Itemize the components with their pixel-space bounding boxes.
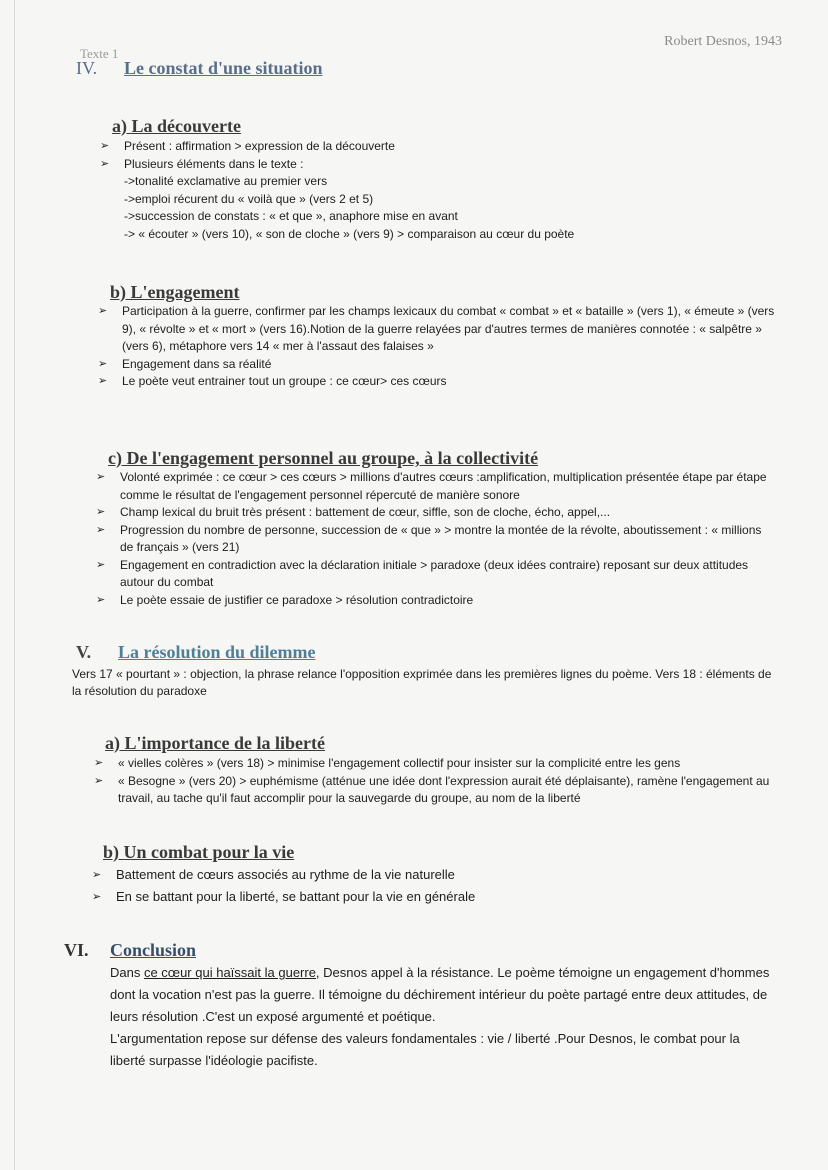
section-title: La résolution du dilemme (118, 642, 316, 662)
section-number: IV. (76, 58, 98, 78)
arrow-bullet-icon: ➢ (94, 757, 104, 769)
subsection-v-a-heading (105, 733, 325, 754)
section-iv-heading (76, 58, 323, 79)
list-item: ➢ Battement de cœurs associés au rythme de la vie naturelle (92, 864, 782, 886)
subsection-title: a) La découverte (112, 116, 241, 136)
arrow-bullet-icon: ➢ (98, 375, 108, 387)
section-v-heading (76, 642, 316, 663)
sub-line: -> « écouter » (vers 10), « son de cloche » (vers 9) > comparaison au cœur du poète (124, 226, 575, 241)
list-item: ➢ Le poète essaie de justifier ce paradoxe > résolution contradictoire (96, 592, 776, 610)
subsection-iv-a-content (100, 138, 780, 243)
arrow-bullet-icon: ➢ (100, 140, 110, 152)
arrow-bullet-icon: ➢ (98, 305, 108, 317)
subsection-title: b) Un combat pour la vie (103, 842, 295, 862)
list-item: ➢ En se battant pour la liberté, se battant pour la vie en générale (92, 886, 782, 908)
arrow-bullet-icon: ➢ (96, 506, 106, 518)
subsection-iv-a-heading (112, 116, 241, 137)
subsection-iv-c-content (96, 469, 776, 609)
arrow-bullet-icon: ➢ (92, 869, 102, 881)
arrow-bullet-icon: ➢ (92, 891, 102, 903)
list-item: ➢ Champ lexical du bruit très présent : battement de cœur, siffle, son de cloche, écho, appel,... (96, 504, 776, 522)
list-item: ➢ Présent : affirmation > expression de la découverte (100, 138, 780, 156)
list-item: ➢ « vielles colères » (vers 18) > minimise l'engagement collectif pour insister sur la complicité entre les gens (94, 755, 784, 773)
list-item: ➢ Participation à la guerre, confirmer par les champs lexicaux du combat « combat » et « bataille » (vers 1), « émeute » (vers 9), « révolte » et « mort » (vers 16).Notion de la guerre relayées par d'autres termes de manières connotée : « salpêtre » (vers 6), métaphore vers 14 « mer à l'assaut des falaises » (98, 304, 775, 353)
list-item: ➢ Progression du nombre de personne, succession de « que » > montre la montée de la révolte, aboutissement : « millions de français » (vers 21) (96, 522, 762, 554)
arrow-bullet-icon: ➢ (96, 471, 106, 483)
section-number: V. (76, 642, 92, 662)
arrow-bullet-icon: ➢ (98, 357, 108, 370)
list-item: ➢ Engagement en contradiction avec la déclaration initiale > paradoxe (deux idées contraire) reposant sur deux attitudes autour du combat (96, 557, 749, 589)
sub-line: ->tonalité exclamative au premier vers (124, 174, 328, 188)
list-item: ➢ Volonté exprimée : ce cœur > ces cœurs > millions d'autres cœurs :amplification, multiplication présentée étape par étape comme le résultat de l'engagement personnel répercuté de manière sonore (96, 470, 767, 502)
list-item: ➢ Plusieurs éléments dans le texte : (100, 156, 780, 174)
subsection-iv-c-heading (108, 448, 538, 469)
arrow-bullet-icon: ➢ (96, 558, 106, 571)
list-item: ➢ « Besogne » (vers 20) > euphémisme (atténue une idée dont l'expression aurait été déplaisante), ramène l'engagement au travail, au tache qu'il faut accomplir pour la sauvegarde du groupe, au nom de la liberté (94, 773, 770, 805)
subsection-title: c) De l'engagement personnel au groupe, à la collectivité (108, 448, 539, 468)
section-title: Conclusion (110, 940, 197, 960)
quoted-title: ce cœur qui haïssait la guerre, (143, 965, 320, 980)
header-author: Robert Desnos, 1943 (664, 34, 782, 49)
subsection-title: a) L'importance de la liberté (105, 733, 325, 753)
subsection-v-b-content (92, 864, 782, 908)
section-v-intro: Vers 17 « pourtant » : objection, la phrase relance l'opposition exprimée dans les premières lignes du poème. Vers 18 : éléments de la résolution du paradoxe (72, 667, 772, 698)
list-item: ➢ Engagement dans sa réalité (98, 356, 778, 374)
subsection-v-a-content (94, 755, 784, 808)
section-number: VI. (64, 940, 89, 960)
subsection-iv-b-content (98, 303, 778, 391)
subsection-title: b) L'engagement (110, 282, 240, 302)
arrow-bullet-icon: ➢ (94, 774, 104, 787)
subsection-v-b-heading (103, 842, 294, 863)
arrow-bullet-icon: ➢ (100, 157, 110, 170)
section-vi-heading (64, 940, 196, 961)
conclusion-paragraph-2: L'argumentation repose sur défense des valeurs fondamentales : vie / liberté .Pour Desnos, le combat pour la liberté surpasse l'idéologie pacifiste. (110, 1031, 740, 1068)
sub-line: ->succession de constats : « et que », anaphore mise en avant (124, 209, 458, 223)
conclusion-paragraph-1: Dans ce cœur qui haïssait la guerre, Desnos appel à la résistance. Le poème témoigne un engagement d'hommes dont la vocation n'est pas la guerre. Il témoigne du déchirement intérieur du poète partagé entre deux attitudes, de leurs résolution .C'est un exposé argumenté et poétique. (110, 965, 770, 1024)
section-title: Le constat d'une situation (124, 58, 323, 78)
arrow-bullet-icon: ➢ (96, 593, 106, 606)
sub-line: ->emploi récurent du « voilà que » (vers 2 et 5) (124, 191, 374, 206)
subsection-iv-b-heading (110, 282, 240, 303)
list-item: ➢ Le poète veut entrainer tout un groupe : ce cœur> ces cœurs (98, 373, 778, 391)
header-text-label: Texte 1 (80, 46, 119, 61)
arrow-bullet-icon: ➢ (96, 523, 106, 536)
conclusion-text (110, 962, 770, 1072)
